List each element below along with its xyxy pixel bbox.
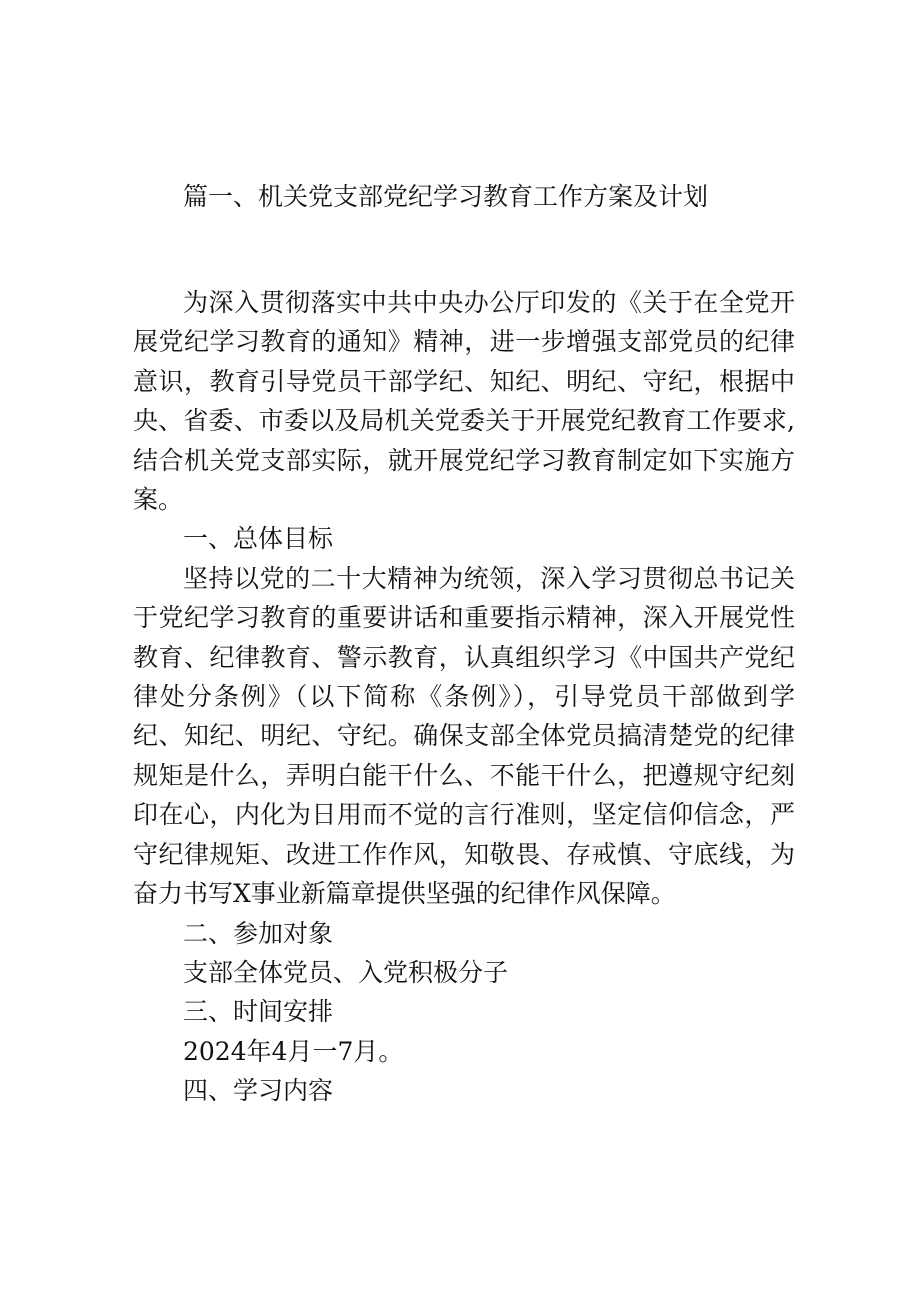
section-heading-goals: 一、总体目标 <box>183 524 334 554</box>
schedule-paragraph: 2024年4月一7月。 <box>183 1036 404 1066</box>
document-body <box>133 283 795 1111</box>
participants-paragraph: 支部全体党员、入党积极分子 <box>183 957 509 987</box>
document-title: 篇一、机关党支部党纪学习教育工作方案及计划 <box>183 182 709 211</box>
intro-paragraph: 为深入贯彻落实中共中央办公厅印发的《关于在全党开展党纪学习教育的通知》精神，进一步增强支部党员的纪律意识，教育引导党员干部学纪、知纪、明纪、守纪，根据中央、省委、市委以及局机关党委关于开展党纪教育工作要求,结合机关党支部实际，就开展党纪学习教育制定如下实施方案。 <box>133 288 795 515</box>
goals-paragraph: 坚持以党的二十大精神为统领，深入学习贯彻总书记关于党纪学习教育的重要讲话和重要指示精神，深入开展党性教育、纪律教育、警示教育，认真组织学习《中国共产党纪律处分条例》（以下简称《条例》），引导党员干部做到学纪、知纪、明纪、守纪。确保支部全体党员搞清楚党的纪律规矩是什么，弄明白能干什么、不能干什么，把遵规守纪刻印在心，内化为日用而不觉的言行准则，坚定信仰信念，严守纪律规矩、改进工作作风，知敬畏、存戒慎、守底线，为奋力书写X事业新篇章提供坚强的纪律作风保障。 <box>133 563 795 909</box>
section-heading-schedule: 三、时间安排 <box>183 997 334 1027</box>
section-heading-participants: 二、参加对象 <box>183 918 334 948</box>
section-heading-content: 四、学习内容 <box>183 1076 334 1106</box>
